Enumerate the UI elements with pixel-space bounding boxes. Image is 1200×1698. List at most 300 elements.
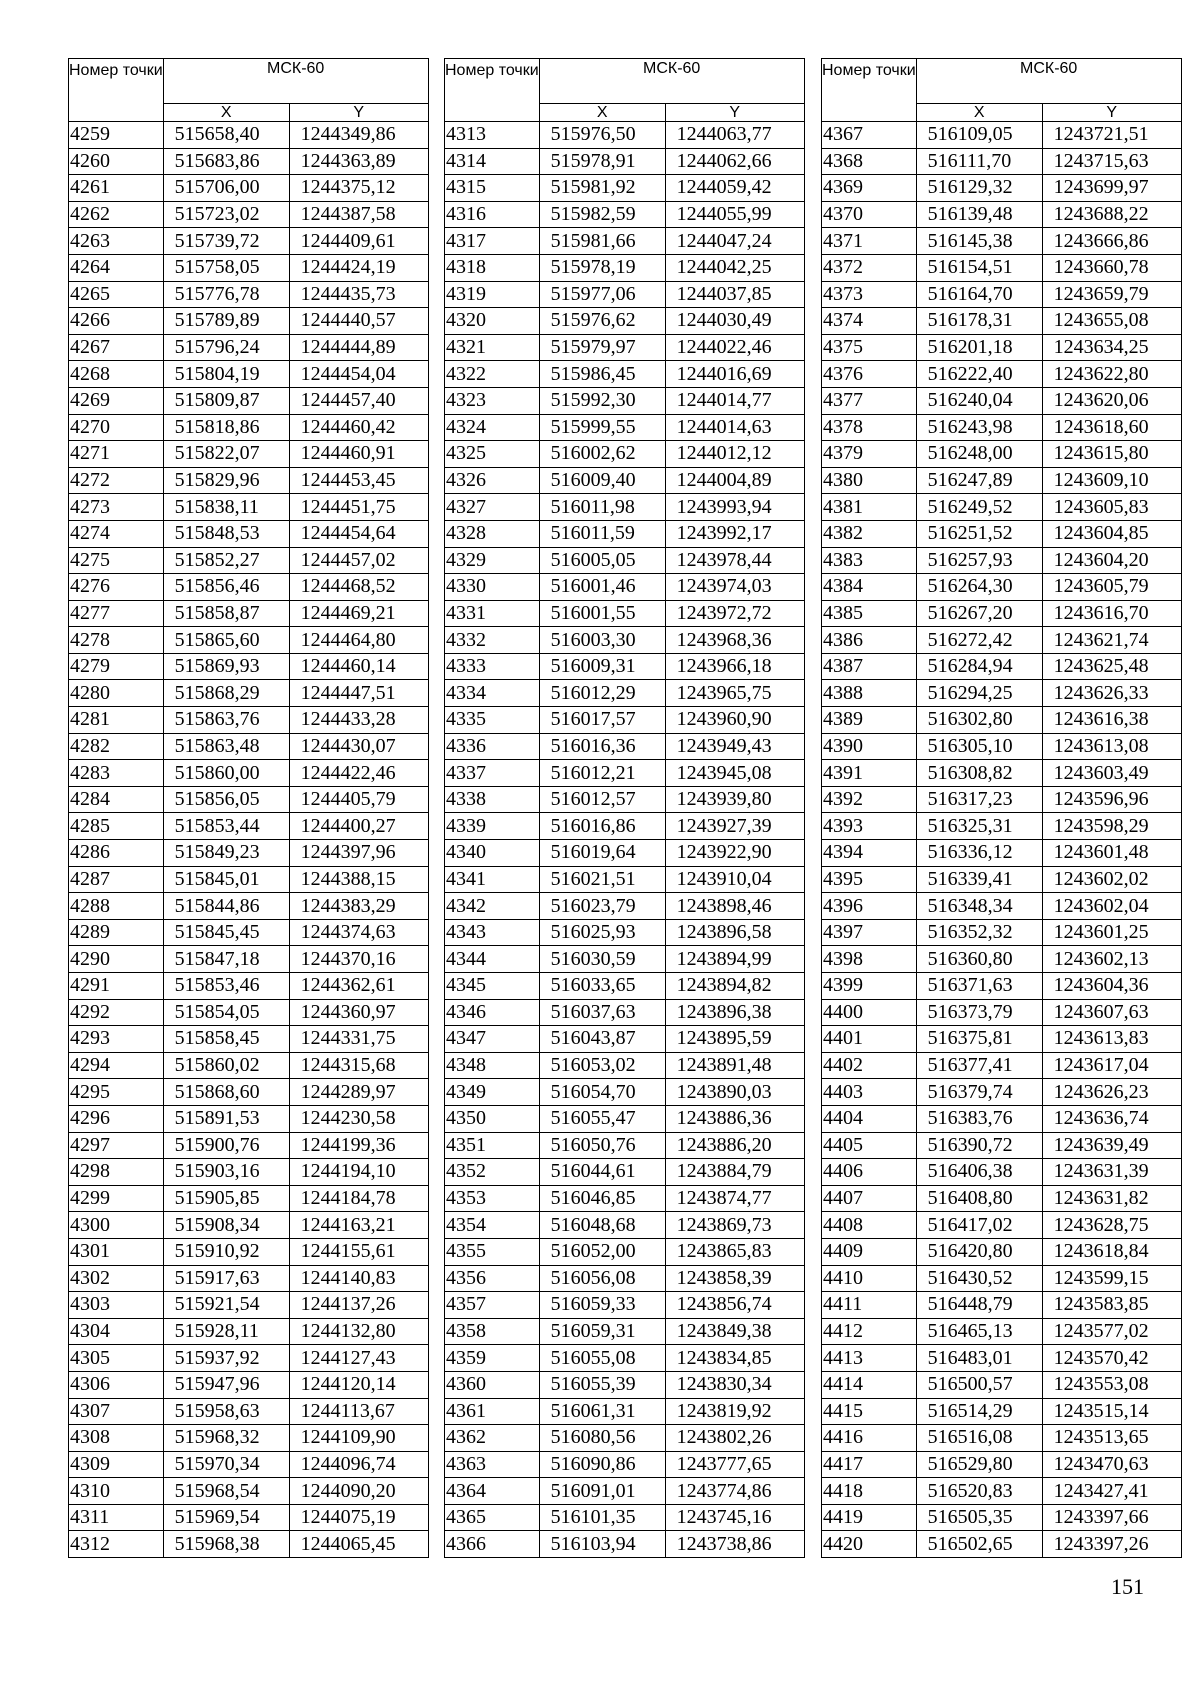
table-row <box>445 361 805 388</box>
x-coordinate-cell: 516264,30 <box>916 574 1042 601</box>
point-number-cell: 4381 <box>822 494 917 521</box>
y-coordinate-cell: 1244375,12 <box>289 175 428 202</box>
x-coordinate-cell: 515891,53 <box>163 1105 289 1132</box>
table-row <box>69 1079 429 1106</box>
table-row <box>69 919 429 946</box>
table-row <box>822 1265 1182 1292</box>
x-coordinate-cell: 516011,98 <box>539 494 665 521</box>
point-number-cell: 4294 <box>69 1052 164 1079</box>
table-row <box>822 1345 1182 1372</box>
table-row <box>445 308 805 335</box>
table-row <box>69 547 429 574</box>
y-coordinate-cell: 1244022,46 <box>665 334 804 361</box>
point-number-cell: 4292 <box>69 999 164 1026</box>
y-coordinate-cell: 1243617,04 <box>1042 1052 1181 1079</box>
y-coordinate-cell: 1243922,90 <box>665 840 804 867</box>
y-coordinate-cell: 1244433,28 <box>289 707 428 734</box>
x-coordinate-cell: 515868,60 <box>163 1079 289 1106</box>
point-number-cell: 4336 <box>445 733 540 760</box>
y-coordinate-cell: 1244457,02 <box>289 547 428 574</box>
y-coordinate-cell: 1244059,42 <box>665 175 804 202</box>
y-coordinate-cell: 1243894,99 <box>665 946 804 973</box>
point-number-cell: 4337 <box>445 760 540 787</box>
x-coordinate-cell: 516505,35 <box>916 1504 1042 1531</box>
y-coordinate-cell: 1243721,51 <box>1042 122 1181 149</box>
table-row <box>445 600 805 627</box>
x-coordinate-cell: 516408,80 <box>916 1185 1042 1212</box>
y-coordinate-cell: 1244132,80 <box>289 1318 428 1345</box>
table-row <box>822 201 1182 228</box>
point-number-cell: 4357 <box>445 1292 540 1319</box>
table-row <box>822 1159 1182 1186</box>
y-coordinate-cell: 1243607,63 <box>1042 999 1181 1026</box>
x-coordinate-cell: 516348,34 <box>916 893 1042 920</box>
x-coordinate-cell: 516055,39 <box>539 1371 665 1398</box>
point-number-cell: 4399 <box>822 973 917 1000</box>
y-coordinate-cell: 1244155,61 <box>289 1238 428 1265</box>
point-number-cell: 4344 <box>445 946 540 973</box>
y-coordinate-cell: 1243628,75 <box>1042 1212 1181 1239</box>
x-coordinate-cell: 515869,93 <box>163 653 289 680</box>
x-coordinate-cell: 516111,70 <box>916 148 1042 175</box>
point-number-cell: 4392 <box>822 786 917 813</box>
x-coordinate-cell: 515970,34 <box>163 1451 289 1478</box>
x-coordinate-cell: 515858,87 <box>163 600 289 627</box>
point-number-cell: 4418 <box>822 1478 917 1505</box>
y-coordinate-cell: 1243945,08 <box>665 760 804 787</box>
y-coordinate-cell: 1244037,85 <box>665 281 804 308</box>
y-coordinate-cell: 1244447,51 <box>289 680 428 707</box>
x-coordinate-cell: 516091,01 <box>539 1478 665 1505</box>
table-row <box>822 467 1182 494</box>
x-coordinate-cell: 516240,04 <box>916 387 1042 414</box>
y-coordinate-cell: 1243865,83 <box>665 1238 804 1265</box>
x-coordinate-cell: 516406,38 <box>916 1159 1042 1186</box>
point-number-cell: 4327 <box>445 494 540 521</box>
x-coordinate-cell: 515978,91 <box>539 148 665 175</box>
x-coordinate-cell: 516251,52 <box>916 520 1042 547</box>
y-coordinate-cell: 1243745,16 <box>665 1504 804 1531</box>
y-coordinate-cell: 1243949,43 <box>665 733 804 760</box>
x-coordinate-cell: 516339,41 <box>916 866 1042 893</box>
table-row <box>822 148 1182 175</box>
table-row <box>69 786 429 813</box>
table-row <box>69 201 429 228</box>
x-coordinate-cell: 516178,31 <box>916 308 1042 335</box>
point-number-cell: 4364 <box>445 1478 540 1505</box>
table-row <box>69 1292 429 1319</box>
table-row <box>69 840 429 867</box>
point-number-cell: 4398 <box>822 946 917 973</box>
table-row <box>69 653 429 680</box>
y-coordinate-cell: 1244062,66 <box>665 148 804 175</box>
y-coordinate-cell: 1244468,52 <box>289 574 428 601</box>
table-row <box>822 387 1182 414</box>
x-coordinate-cell: 516465,13 <box>916 1318 1042 1345</box>
x-coordinate-cell: 516048,68 <box>539 1212 665 1239</box>
point-number-cell: 4382 <box>822 520 917 547</box>
point-number-cell: 4319 <box>445 281 540 308</box>
point-number-cell: 4281 <box>69 707 164 734</box>
table-row <box>822 547 1182 574</box>
y-coordinate-cell: 1244430,07 <box>289 733 428 760</box>
point-number-cell: 4369 <box>822 175 917 202</box>
table-row <box>445 441 805 468</box>
table-row <box>822 813 1182 840</box>
point-number-cell: 4361 <box>445 1398 540 1425</box>
y-coordinate-cell: 1243470,63 <box>1042 1451 1181 1478</box>
table-row <box>445 919 805 946</box>
x-coordinate-cell: 516417,02 <box>916 1212 1042 1239</box>
y-coordinate-cell: 1243777,65 <box>665 1451 804 1478</box>
point-number-cell: 4413 <box>822 1345 917 1372</box>
point-number-header: Номер точки <box>822 59 917 122</box>
x-coordinate-cell: 516243,98 <box>916 414 1042 441</box>
y-coordinate-cell: 1244047,24 <box>665 228 804 255</box>
x-coordinate-cell: 515706,00 <box>163 175 289 202</box>
x-coordinate-cell: 515976,62 <box>539 308 665 335</box>
y-coordinate-cell: 1243625,48 <box>1042 653 1181 680</box>
x-coordinate-cell: 515853,46 <box>163 973 289 1000</box>
table-row <box>69 813 429 840</box>
table-row <box>445 1451 805 1478</box>
y-coordinate-cell: 1244331,75 <box>289 1026 428 1053</box>
y-coordinate-cell: 1243602,04 <box>1042 893 1181 920</box>
point-number-cell: 4266 <box>69 308 164 335</box>
x-coordinate-cell: 515968,32 <box>163 1425 289 1452</box>
y-coordinate-cell: 1243604,85 <box>1042 520 1181 547</box>
table-row <box>822 600 1182 627</box>
table-row <box>822 919 1182 946</box>
point-number-cell: 4393 <box>822 813 917 840</box>
table-row <box>69 1185 429 1212</box>
point-number-header: Номер точки <box>445 59 540 122</box>
y-coordinate-cell: 1243738,86 <box>665 1531 804 1558</box>
table-row <box>445 1292 805 1319</box>
y-coordinate-cell: 1244120,14 <box>289 1371 428 1398</box>
x-coordinate-cell: 516308,82 <box>916 760 1042 787</box>
y-coordinate-cell: 1244460,14 <box>289 653 428 680</box>
y-coordinate-cell: 1243968,36 <box>665 627 804 654</box>
x-coordinate-cell: 516017,57 <box>539 707 665 734</box>
table-row <box>69 1105 429 1132</box>
y-coordinate-cell: 1244096,74 <box>289 1451 428 1478</box>
x-coordinate-cell: 515789,89 <box>163 308 289 335</box>
point-number-cell: 4283 <box>69 760 164 787</box>
table-row <box>822 1079 1182 1106</box>
x-coordinate-cell: 515968,38 <box>163 1531 289 1558</box>
y-coordinate-cell: 1244435,73 <box>289 281 428 308</box>
point-number-cell: 4345 <box>445 973 540 1000</box>
x-coordinate-cell: 515844,86 <box>163 893 289 920</box>
point-number-cell: 4353 <box>445 1185 540 1212</box>
table-row <box>69 600 429 627</box>
point-number-cell: 4415 <box>822 1398 917 1425</box>
y-coordinate-cell: 1244374,63 <box>289 919 428 946</box>
point-number-cell: 4331 <box>445 600 540 627</box>
x-coordinate-cell: 515838,11 <box>163 494 289 521</box>
y-coordinate-cell: 1243615,80 <box>1042 441 1181 468</box>
x-coordinate-cell: 516352,32 <box>916 919 1042 946</box>
y-coordinate-cell: 1243886,20 <box>665 1132 804 1159</box>
y-coordinate-cell: 1243616,70 <box>1042 600 1181 627</box>
x-coordinate-cell: 515845,01 <box>163 866 289 893</box>
y-coordinate-cell: 1243896,58 <box>665 919 804 946</box>
y-coordinate-cell: 1244460,42 <box>289 414 428 441</box>
x-coordinate-cell: 516050,76 <box>539 1132 665 1159</box>
table-row <box>822 254 1182 281</box>
table-row <box>822 733 1182 760</box>
point-number-cell: 4288 <box>69 893 164 920</box>
point-number-cell: 4275 <box>69 547 164 574</box>
y-coordinate-cell: 1243553,08 <box>1042 1371 1181 1398</box>
table-row <box>822 175 1182 202</box>
x-coordinate-cell: 515796,24 <box>163 334 289 361</box>
x-coordinate-cell: 515863,76 <box>163 707 289 734</box>
x-coordinate-cell: 516052,00 <box>539 1238 665 1265</box>
table-row <box>445 414 805 441</box>
x-coordinate-cell: 515937,92 <box>163 1345 289 1372</box>
y-coordinate-cell: 1243819,92 <box>665 1398 804 1425</box>
x-coordinate-cell: 516033,65 <box>539 973 665 1000</box>
x-coordinate-cell: 516054,70 <box>539 1079 665 1106</box>
y-coordinate-cell: 1243639,49 <box>1042 1132 1181 1159</box>
point-number-cell: 4365 <box>445 1504 540 1531</box>
x-coordinate-cell: 516360,80 <box>916 946 1042 973</box>
y-header: Y <box>665 104 804 122</box>
y-coordinate-cell: 1244409,61 <box>289 228 428 255</box>
page-number: 151 <box>1111 1574 1144 1599</box>
x-coordinate-cell: 516030,59 <box>539 946 665 973</box>
y-coordinate-cell: 1243513,65 <box>1042 1425 1181 1452</box>
table-row <box>445 627 805 654</box>
x-coordinate-cell: 516267,20 <box>916 600 1042 627</box>
y-coordinate-cell: 1244075,19 <box>289 1504 428 1531</box>
coordinate-system-header: МСК-60 <box>539 59 804 104</box>
x-coordinate-cell: 515969,54 <box>163 1504 289 1531</box>
x-coordinate-cell: 515947,96 <box>163 1371 289 1398</box>
table-row <box>445 680 805 707</box>
point-number-cell: 4321 <box>445 334 540 361</box>
point-number-cell: 4325 <box>445 441 540 468</box>
y-coordinate-cell: 1244454,04 <box>289 361 428 388</box>
y-coordinate-cell: 1244014,77 <box>665 387 804 414</box>
point-number-cell: 4276 <box>69 574 164 601</box>
point-number-cell: 4403 <box>822 1079 917 1106</box>
y-coordinate-cell: 1244113,67 <box>289 1398 428 1425</box>
x-coordinate-cell: 516021,51 <box>539 866 665 893</box>
table-row <box>445 973 805 1000</box>
y-header: Y <box>289 104 428 122</box>
y-coordinate-cell: 1243605,79 <box>1042 574 1181 601</box>
y-coordinate-cell: 1244315,68 <box>289 1052 428 1079</box>
y-coordinate-cell: 1243874,77 <box>665 1185 804 1212</box>
coordinates-table-1 <box>68 58 429 1558</box>
table-row <box>69 467 429 494</box>
y-coordinate-cell: 1243601,48 <box>1042 840 1181 867</box>
point-number-cell: 4309 <box>69 1451 164 1478</box>
x-coordinate-cell: 516377,41 <box>916 1052 1042 1079</box>
table-row <box>69 281 429 308</box>
point-number-cell: 4409 <box>822 1238 917 1265</box>
y-coordinate-cell: 1243618,60 <box>1042 414 1181 441</box>
y-coordinate-cell: 1243598,29 <box>1042 813 1181 840</box>
table-row <box>445 1079 805 1106</box>
table-row <box>445 1185 805 1212</box>
table-row <box>445 228 805 255</box>
table-row <box>445 760 805 787</box>
y-coordinate-cell: 1244362,61 <box>289 973 428 1000</box>
table-row <box>69 1238 429 1265</box>
point-number-cell: 4352 <box>445 1159 540 1186</box>
point-number-cell: 4390 <box>822 733 917 760</box>
x-coordinate-cell: 516294,25 <box>916 680 1042 707</box>
table-row <box>822 1451 1182 1478</box>
y-coordinate-cell: 1244387,58 <box>289 201 428 228</box>
x-coordinate-cell: 516317,23 <box>916 786 1042 813</box>
x-coordinate-cell: 516371,63 <box>916 973 1042 1000</box>
point-number-cell: 4412 <box>822 1318 917 1345</box>
point-number-cell: 4367 <box>822 122 917 149</box>
y-coordinate-cell: 1243583,85 <box>1042 1292 1181 1319</box>
y-coordinate-cell: 1244360,97 <box>289 999 428 1026</box>
point-number-cell: 4349 <box>445 1079 540 1106</box>
table-row <box>445 866 805 893</box>
table-row <box>69 574 429 601</box>
x-coordinate-cell: 515818,86 <box>163 414 289 441</box>
y-coordinate-cell: 1244127,43 <box>289 1345 428 1372</box>
table-row <box>445 1159 805 1186</box>
table-row <box>445 201 805 228</box>
x-header: X <box>916 104 1042 122</box>
x-coordinate-cell: 516383,76 <box>916 1105 1042 1132</box>
point-number-cell: 4330 <box>445 574 540 601</box>
table-row <box>822 1531 1182 1558</box>
x-coordinate-cell: 516011,59 <box>539 520 665 547</box>
point-number-cell: 4297 <box>69 1132 164 1159</box>
table-row <box>445 1132 805 1159</box>
x-coordinate-cell: 516164,70 <box>916 281 1042 308</box>
table-row <box>445 334 805 361</box>
x-coordinate-cell: 516502,65 <box>916 1531 1042 1558</box>
x-coordinate-cell: 516012,29 <box>539 680 665 707</box>
point-number-cell: 4308 <box>69 1425 164 1452</box>
point-number-cell: 4380 <box>822 467 917 494</box>
x-coordinate-cell: 516009,40 <box>539 467 665 494</box>
table-row <box>445 733 805 760</box>
coordinates-table-2 <box>444 58 805 1558</box>
point-number-cell: 4350 <box>445 1105 540 1132</box>
point-number-cell: 4374 <box>822 308 917 335</box>
x-coordinate-cell: 516046,85 <box>539 1185 665 1212</box>
x-coordinate-cell: 516056,08 <box>539 1265 665 1292</box>
point-number-cell: 4290 <box>69 946 164 973</box>
point-number-cell: 4286 <box>69 840 164 867</box>
x-coordinate-cell: 516448,79 <box>916 1292 1042 1319</box>
table-row <box>822 1292 1182 1319</box>
point-number-cell: 4271 <box>69 441 164 468</box>
point-number-cell: 4270 <box>69 414 164 441</box>
table-row <box>822 1185 1182 1212</box>
point-number-cell: 4274 <box>69 520 164 547</box>
point-number-cell: 4417 <box>822 1451 917 1478</box>
x-coordinate-cell: 516019,64 <box>539 840 665 867</box>
point-number-cell: 4355 <box>445 1238 540 1265</box>
y-coordinate-cell: 1243570,42 <box>1042 1345 1181 1372</box>
table-row <box>69 1212 429 1239</box>
table-row <box>445 1238 805 1265</box>
table-row <box>69 1265 429 1292</box>
y-coordinate-cell: 1243978,44 <box>665 547 804 574</box>
table-row <box>822 893 1182 920</box>
point-number-cell: 4314 <box>445 148 540 175</box>
point-number-cell: 4387 <box>822 653 917 680</box>
x-coordinate-cell: 515968,54 <box>163 1478 289 1505</box>
point-number-cell: 4379 <box>822 441 917 468</box>
table-row <box>69 946 429 973</box>
table-row <box>445 946 805 973</box>
table-row <box>822 1238 1182 1265</box>
y-coordinate-cell: 1244140,83 <box>289 1265 428 1292</box>
y-coordinate-cell: 1243604,20 <box>1042 547 1181 574</box>
x-coordinate-cell: 515845,45 <box>163 919 289 946</box>
table-row <box>69 1318 429 1345</box>
table-row <box>822 1052 1182 1079</box>
table-row <box>69 122 429 149</box>
x-coordinate-cell: 515829,96 <box>163 467 289 494</box>
y-coordinate-cell: 1244388,15 <box>289 866 428 893</box>
point-number-cell: 4377 <box>822 387 917 414</box>
table-row <box>445 254 805 281</box>
x-coordinate-cell: 515854,05 <box>163 999 289 1026</box>
table-row <box>822 281 1182 308</box>
x-coordinate-cell: 516090,86 <box>539 1451 665 1478</box>
point-number-cell: 4373 <box>822 281 917 308</box>
y-coordinate-cell: 1244451,75 <box>289 494 428 521</box>
point-number-cell: 4312 <box>69 1531 164 1558</box>
table-row <box>445 653 805 680</box>
y-coordinate-cell: 1244444,89 <box>289 334 428 361</box>
y-coordinate-cell: 1243972,72 <box>665 600 804 627</box>
x-coordinate-cell: 515858,45 <box>163 1026 289 1053</box>
x-coordinate-cell: 516129,32 <box>916 175 1042 202</box>
point-number-cell: 4372 <box>822 254 917 281</box>
x-coordinate-cell: 516375,81 <box>916 1026 1042 1053</box>
point-number-cell: 4316 <box>445 201 540 228</box>
table-row <box>822 627 1182 654</box>
point-number-cell: 4414 <box>822 1371 917 1398</box>
y-coordinate-cell: 1244383,29 <box>289 893 428 920</box>
x-coordinate-cell: 516037,63 <box>539 999 665 1026</box>
point-number-cell: 4301 <box>69 1238 164 1265</box>
x-coordinate-cell: 516248,00 <box>916 441 1042 468</box>
y-coordinate-cell: 1243621,74 <box>1042 627 1181 654</box>
y-coordinate-cell: 1243858,39 <box>665 1265 804 1292</box>
point-number-cell: 4280 <box>69 680 164 707</box>
table-row <box>822 520 1182 547</box>
point-number-cell: 4304 <box>69 1318 164 1345</box>
x-coordinate-cell: 515852,27 <box>163 547 289 574</box>
table-row <box>445 707 805 734</box>
point-number-cell: 4348 <box>445 1052 540 1079</box>
table-row <box>445 1371 805 1398</box>
x-coordinate-cell: 515986,45 <box>539 361 665 388</box>
x-coordinate-cell: 515981,92 <box>539 175 665 202</box>
point-number-cell: 4269 <box>69 387 164 414</box>
y-coordinate-cell: 1243966,18 <box>665 653 804 680</box>
point-number-cell: 4346 <box>445 999 540 1026</box>
y-coordinate-cell: 1243856,74 <box>665 1292 804 1319</box>
